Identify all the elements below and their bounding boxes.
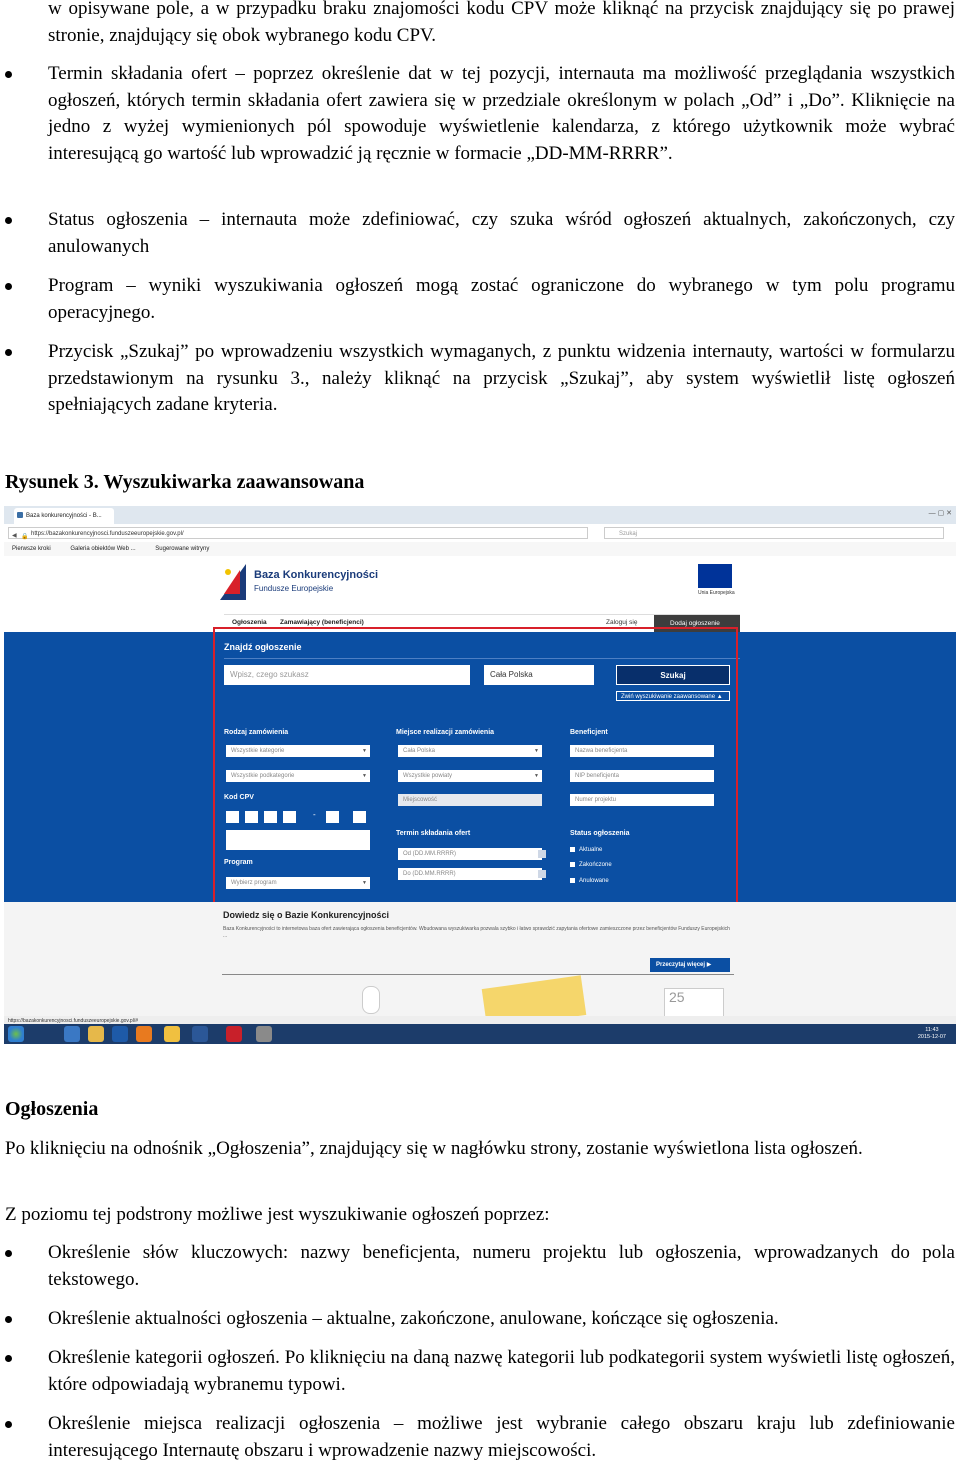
bullet-location: Określenie miejsca realizacji ogłoszenia – możliwe jest wybranie całego obszaru kraju lub zdefiniowanie interesującego Internautę obszaru i wprowadzenie nazwy miejscowości. (48, 1413, 955, 1461)
mouse-image (362, 986, 380, 1014)
pdf-icon[interactable] (226, 1026, 242, 1042)
about-section (4, 902, 956, 1016)
eu-label: Unia Europejska (698, 590, 735, 596)
bullet-icon (2, 279, 16, 293)
date-to-input[interactable]: Do (DD.MM.RRRR) (398, 868, 542, 880)
bullet-icon (2, 1351, 16, 1365)
col-title-beneficiary: Beneficjent (570, 729, 608, 736)
logo-subtitle: Fundusze Europejskie (254, 584, 334, 593)
media-icon[interactable] (112, 1026, 128, 1042)
browser-addressbar (4, 524, 956, 543)
site-header (4, 556, 956, 632)
firefox-icon[interactable] (136, 1026, 152, 1042)
project-number-input[interactable]: Numer projektu (570, 794, 714, 806)
browser-tab[interactable] (14, 508, 114, 524)
date-from-input[interactable]: Od (DD.MM.RRRR) (398, 848, 542, 860)
start-icon[interactable] (8, 1026, 24, 1042)
folder-icon[interactable] (88, 1026, 104, 1042)
bullet-keywords: Określenie słów kluczowych: nazwy beneficjenta, numeru projektu lub ogłoszenia, wprowadzanych do pola tekstowego. (48, 1242, 955, 1290)
status-label: Aktualne (579, 847, 603, 854)
bookmark-item[interactable]: Galeria obiektów Web ... (70, 546, 136, 552)
tab-title: Baza konkurencyjności - B... (26, 513, 102, 519)
paragraph: Z poziomu tej podstrony możliwe jest wyszukiwanie ogłoszeń poprzez: (5, 1204, 550, 1225)
bookmarks-bar (4, 542, 956, 556)
about-title: Dowiedz się o Bazie Konkurencyjności (223, 910, 390, 920)
bookmark-item[interactable]: Sugerowane witryny (155, 546, 210, 552)
lock-icon: 🔒 (21, 534, 29, 540)
bullet-icon (2, 1312, 16, 1326)
bullet-icon (2, 213, 16, 227)
bullet-icon (2, 67, 16, 81)
section-heading: Ogłoszenia (5, 1098, 99, 1120)
taskbar (4, 1024, 956, 1044)
window-controls-icon[interactable]: — ▢ ✕ (928, 510, 952, 517)
town-input[interactable]: Miejscowość (398, 794, 542, 806)
bullet-currency: Określenie aktualności ogłoszenia – aktualne, zakończone, anulowane, kończące się ogłoszenia. (48, 1308, 779, 1329)
col-title-status: Status ogłoszenia (570, 830, 630, 837)
app-icon[interactable] (256, 1026, 272, 1042)
panel-title: Znajdź ogłoszenie (224, 642, 302, 652)
voivodeship-select[interactable]: Cała Polska ▼ (398, 745, 542, 757)
subcategory-select[interactable]: Wszystkie podkategorie ▼ (226, 770, 370, 782)
url-field[interactable] (8, 527, 588, 539)
browser-tabbar (4, 506, 956, 524)
col-title-program: Program (224, 859, 253, 866)
county-select[interactable]: Wszystkie powiaty ▼ (398, 770, 542, 782)
intro-text: w opisywane pole, a w przypadku braku znajomości kodu CPV może kliknąć na przycisk znajdujący się po prawej stronie, znajdujący się obok wybranego kodu CPV. (48, 0, 955, 46)
clock-time: 11:43 (925, 1027, 939, 1033)
figure-screenshot (4, 506, 956, 1044)
nav-zamawiajacy[interactable]: Zamawiający (beneficjenci) (280, 619, 364, 626)
paragraph: Po kliknięciu na odnośnik „Ogłoszenia”, znajdujący się w nagłówku strony, zostanie wyświetlona lista ogłoszeń. (5, 1138, 863, 1159)
main-search-input[interactable]: Wpisz, czego szukasz (224, 665, 470, 685)
clock (918, 1027, 946, 1041)
browser-statusbar: https://bazakonkurencyjnosci.funduszeeuropejskie.gov.pl/# (4, 1016, 956, 1026)
back-icon[interactable]: ◀ (12, 533, 17, 539)
favicon-icon (17, 512, 23, 518)
program-select[interactable]: Wybierz program ▼ (226, 877, 370, 889)
logo-title: Baza Konkurencyjności (254, 569, 379, 581)
bullet-program: Program – wyniki wyszukiwania ogłoszeń mogą zostać ograniczone do wybranego w tym polu programu operacyjnego. (48, 275, 955, 323)
beneficiary-nip-input[interactable]: NIP beneficjenta (570, 770, 714, 782)
bullet-icon (2, 1246, 16, 1260)
bullet-category: Określenie kategorii ogłoszeń. Po kliknięciu na daną nazwę kategorii lub podkategorii system wyświetli listę ogłoszeń, które odpowiadają wybranemu typowi. (48, 1347, 955, 1395)
login-link[interactable]: Zaloguj się (606, 619, 638, 626)
calendar-image: 25 (664, 988, 724, 1018)
bullet-icon (2, 1417, 16, 1431)
add-notice-button[interactable]: Dodaj ogłoszenie (654, 615, 740, 633)
category-select[interactable]: Wszystkie kategorie ▼ (226, 745, 370, 757)
col-title-deadline: Termin składania ofert (396, 830, 471, 837)
divider (222, 974, 734, 975)
col-title-cpv: Kod CPV (224, 794, 254, 801)
read-more-button[interactable]: Przeczytaj więcej ▶ (650, 958, 730, 972)
app-icon[interactable] (164, 1026, 180, 1042)
logo-icon (220, 564, 246, 600)
bullet-status: Status ogłoszenia – internauta może zdefiniować, czy szuka wśród ogłoszeń aktualnych, zakończonych, czy anulowanych (48, 209, 955, 257)
highlight-frame (213, 627, 738, 907)
word-icon[interactable] (192, 1026, 208, 1042)
clock-date: 2015-12-07 (917, 1034, 946, 1040)
col-title-category: Rodzaj zamówienia (224, 729, 289, 736)
bullet-search-button: Przycisk „Szukaj” po wprowadzeniu wszystkich wymaganych, z punktu widzenia internauty, wartości w formularzu przedstawionym na rysunku 3., należy kliknąć na przycisk „Szukaj”, aby system wyświetlił listę ogłoszeń spełniających zadane kryteria. (48, 341, 955, 415)
url-text: https://bazakonkurencyjnosci.funduszeeuropejskie.gov.pl/ (31, 531, 184, 537)
browser-search-field[interactable]: Szukaj (604, 527, 944, 539)
bullet-deadline: Termin składania ofert – poprzez określenie dat w tej pozycji, internauta ma możliwość przeglądania wszystkich ogłoszeń, których termin składania ofert zawiera się w przedziale określonym w polach „Od” i „Do”. Kliknięcie na jedno z wyżej wymienionych pól spowoduje wyświetlenie kalendarza, z którego użytkownik może wybrać interesującą go wartość lub wprowadzić ją ręcznie w formacie „DD-MM-RRRR”. (48, 63, 955, 164)
col-title-location: Miejsce realizacji zamówienia (396, 729, 495, 736)
nav-ogloszenia[interactable]: Ogłoszenia (232, 619, 267, 626)
figure-caption: Rysunek 3. Wyszukiwarka zaawansowana (5, 471, 365, 493)
eu-flag-icon (698, 564, 732, 588)
status-label: Anulowane (579, 878, 609, 885)
ie-icon[interactable] (64, 1026, 80, 1042)
search-button[interactable]: Szukaj (616, 665, 730, 685)
about-text: Baza Konkurencyjności to internetowa baza ofert zawierająca ogłoszenia beneficjentów. Wbudowana wyszukiwarka pozwala szybko i łatwo sprawdzić zapytania ofertowe zamieszczone przez beneficjentów Funduszy Europejskich ... (223, 926, 730, 939)
advanced-toggle[interactable]: Zwiń wyszukiwanie zaawansowane ▲ (616, 691, 730, 701)
beneficiary-name-input[interactable]: Nazwa beneficjenta (570, 745, 714, 757)
status-label: Zakończone (579, 862, 612, 869)
bullet-icon (2, 345, 16, 359)
cpv-dash: - (313, 810, 316, 819)
region-select[interactable]: Cała Polska (484, 665, 594, 685)
bookmark-item[interactable]: Pierwsze kroki (12, 546, 51, 552)
